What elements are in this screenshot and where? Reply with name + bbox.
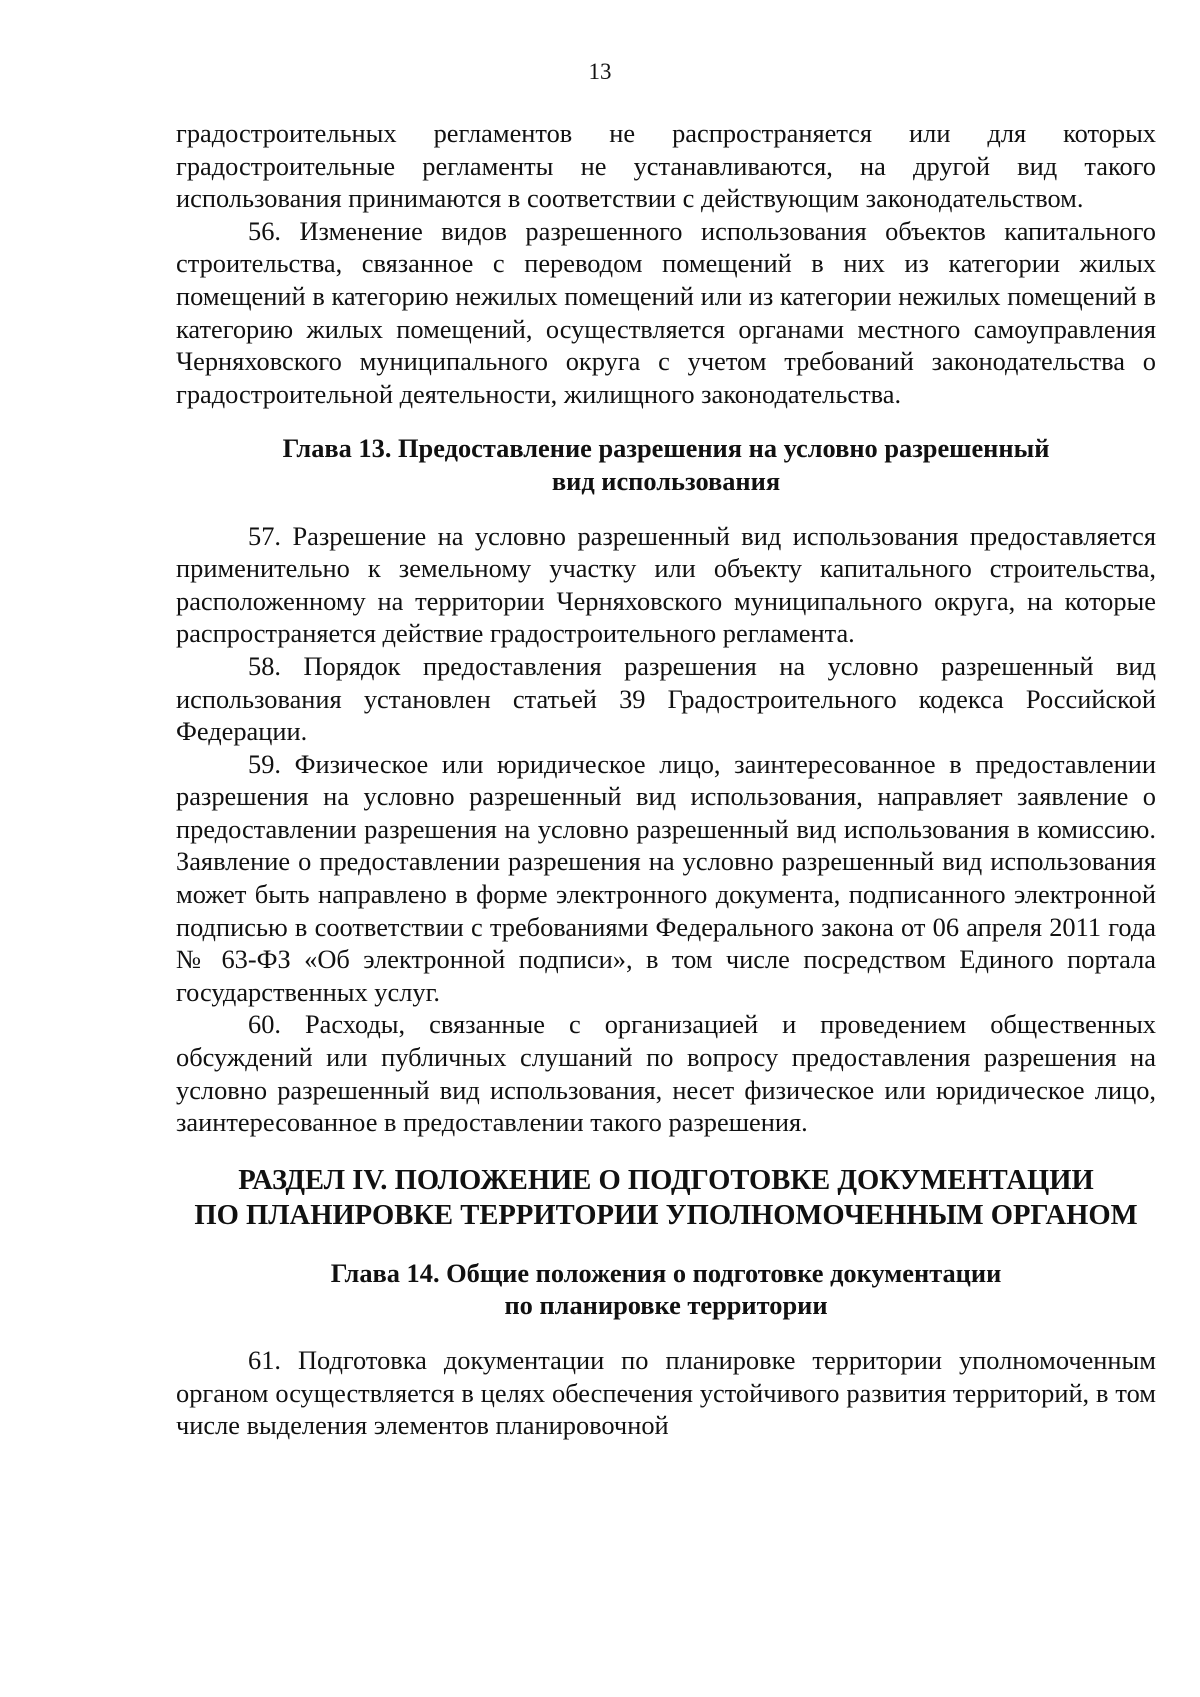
paragraph-60: 60. Расходы, связанные с организацией и проведением общественных обсуждений или публичных слушаний по вопросу предоставления разрешения на условно разрешенный вид использования, несет физическое или юридическое лицо, заинтересованное в предоставлении такого разрешения. bbox=[176, 1009, 1156, 1138]
page-content bbox=[176, 117, 1156, 1442]
chapter-14-heading-line-1: Глава 14. Общие положения о подготовке документации bbox=[330, 1257, 1002, 1288]
chapter-14-heading-line-2: по планировке территории bbox=[504, 1290, 828, 1321]
paragraph-59: 59. Физическое или юридическое лицо, заинтересованное в предоставлении разрешения на условно разрешенный вид использования, направляет заявление о предоставлении разрешения на условно разрешенный вид использования в комиссию. Заявление о предоставлении разрешения на условно разрешенный вид использования может быть направлено в форме электронного документа, подписанного электронной подписью в соответствии с требованиями Федерального закона от 06 апреля 2011 года № 63-ФЗ «Об электронной подписи», в том числе посредством Единого портала государственных услуг. bbox=[176, 748, 1156, 1007]
section-4-heading-line-1: РАЗДЕЛ IV. ПОЛОЖЕНИЕ О ПОДГОТОВКЕ ДОКУМЕНТАЦИИ bbox=[238, 1164, 1094, 1196]
paragraph-58: 58. Порядок предоставления разрешения на условно разрешенный вид использования установлен статьей 39 Градостроительного кодекса Российской Федерации. bbox=[176, 650, 1156, 747]
section-4-heading-line-2: ПО ПЛАНИРОВКЕ ТЕРРИТОРИИ УПОЛНОМОЧЕННЫМ ОРГАНОМ bbox=[194, 1199, 1138, 1231]
paragraph-57: 57. Разрешение на условно разрешенный вид использования предоставляется применительно к земельному участку или объекту капитального строительства, расположенному на территории Черняховского муниципального округа, на которые распространяется действие градостроительного регламента. bbox=[176, 520, 1156, 649]
paragraph-61: 61. Подготовка документации по планировке территории уполномоченным органом осуществляется в целях обеспечения устойчивого развития территорий, в том числе выделения элементов планировочной bbox=[176, 1345, 1156, 1441]
page-number: 13 bbox=[588, 59, 612, 84]
chapter-13-heading-line-1: Глава 13. Предоставление разрешения на условно разрешенный bbox=[282, 433, 1050, 464]
paragraph-continued: градостроительных регламентов не распространяется или для которых градостроительные регламенты не устанавливаются, на другой вид такого использования принимаются в соответствии с действующим законодательством. bbox=[176, 118, 1156, 214]
chapter-13-heading-line-2: вид использования bbox=[551, 465, 781, 496]
paragraph-56: 56. Изменение видов разрешенного использования объектов капитального строительства, связанное с переводом помещений в них из категории жилых помещений в категорию нежилых помещений или из категории нежилых помещений в категорию жилых помещений, осуществляется органами местного самоуправления Черняховского муниципального округа с учетом требований законодательства о градостроительной деятельности, жилищного законодательства. bbox=[176, 215, 1156, 409]
